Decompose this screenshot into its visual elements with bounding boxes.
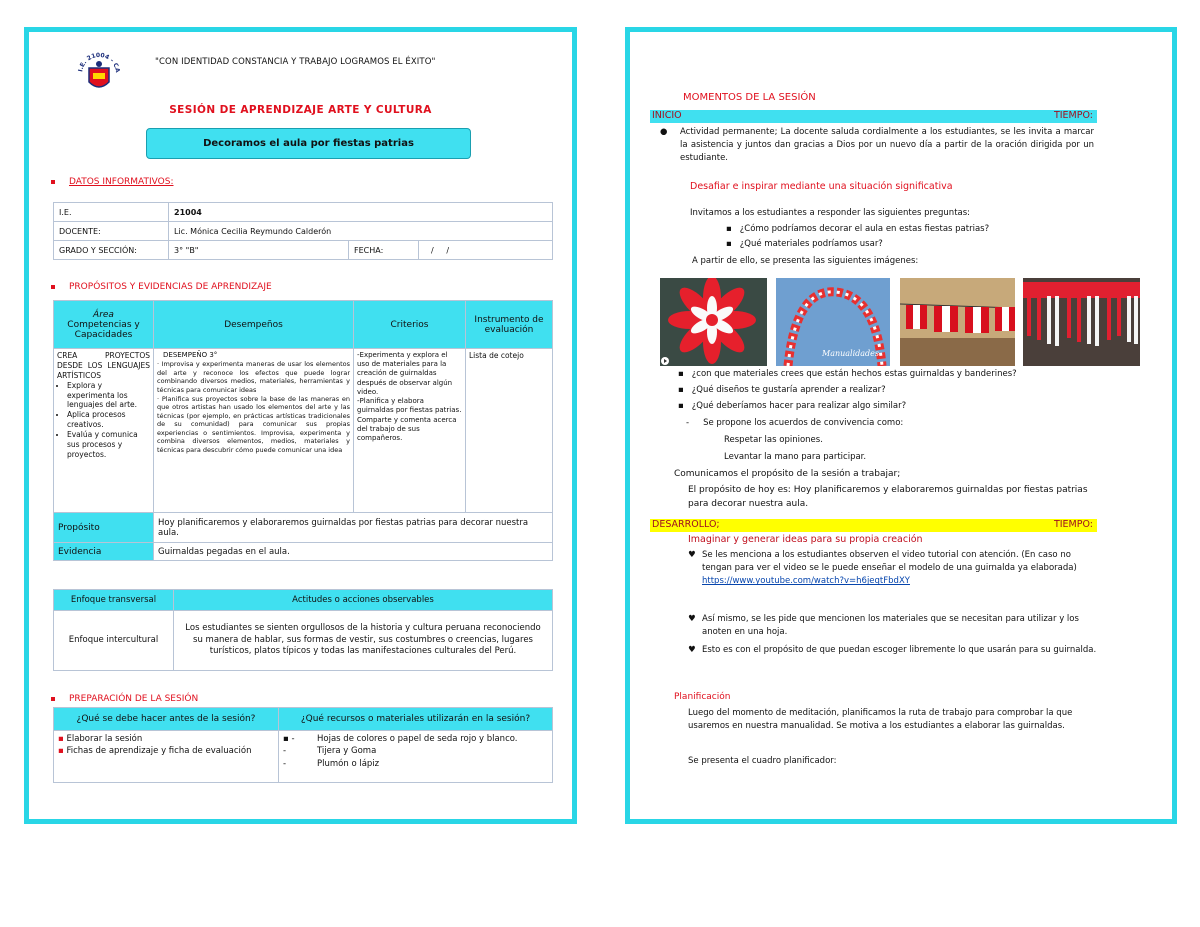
- left-page: [24, 27, 577, 824]
- enfoque-table: [53, 589, 553, 671]
- proposito-value: Hoy planificaremos y elaboraremos guirnaldas por fiestas patrias para decorar nuestra aula.: [154, 513, 553, 543]
- area-header: Área Competencias y Capacidades: [54, 301, 154, 349]
- materiales-header: ¿Qué recursos o materiales utilizarán en la sesión?: [279, 708, 553, 731]
- enfoque-name: Enfoque intercultural: [54, 611, 174, 671]
- pregunta2-item: ▪ ¿Qué deberíamos hacer para realizar algo similar?: [678, 401, 907, 411]
- actividad-item: [654, 126, 1094, 166]
- instrumento-value: Lista de cotejo: [466, 349, 553, 513]
- criterio-2: -Planifica y elabora guirnaldas por fiestas patrias.: [357, 397, 462, 415]
- tiempo-label: TIEMPO:: [1053, 519, 1093, 530]
- video-link[interactable]: https://www.youtube.com/watch?v=h6jeqtFbdXY: [702, 576, 910, 587]
- desempeno-1: · Improvisa y experimenta maneras de usar los elementos del arte y reconoce los efectos que puede lograr combinando diversos medios, materiales, herramientas y técnicas para comunicar ideas: [157, 360, 350, 394]
- school-logo: [74, 46, 124, 96]
- plan-text: Luego del momento de meditación, planificamos la ruta de trabajo para comprobar la que usaremos en nuestra manualidad. Se motiva a los estudiantes a elaborar las guirnaldas.: [688, 708, 1073, 732]
- material-item: - Plumón o lápiz: [283, 758, 380, 769]
- evidencia-value: Guirnaldas pegadas en el aula.: [154, 543, 553, 561]
- preparacion-heading: PREPARACIÓN DE LA SESIÓN: [51, 694, 198, 704]
- bullet-icon: [51, 180, 55, 184]
- heart-icon: ♥: [688, 550, 696, 560]
- photo-paper-flower: [660, 278, 767, 366]
- photo-flag-bunting: [900, 278, 1015, 366]
- competencia-text: CREA PROYECTOS DESDE LOS LENGUAJES ARTÍSTICOS: [57, 351, 150, 380]
- datos-table: [53, 202, 553, 260]
- desempeno-title: DESEMPEÑO 3°: [163, 351, 218, 359]
- dev-item: ♥ Se les menciona a los estudiantes observen el video tutorial con atención. (En caso no tengan para ver el video se le puede enseñar el modelo de una guirnalda ya elaborada) https://www.youtube.com/watch?v=h6jeqtFbdXY: [688, 549, 1098, 589]
- inicio-bar: [650, 110, 1097, 123]
- pregunta2-item: ▪ ¿con que materiales crees que están hechos estas guirnaldas y banderines?: [678, 369, 1017, 379]
- criterios-cell: [354, 349, 466, 513]
- datos-heading: DATOS INFORMATIVOS:: [51, 177, 174, 187]
- actitudes-header: Actitudes o acciones observables: [174, 590, 553, 611]
- desempenos-cell: [154, 349, 354, 513]
- apartir-text: A partir de ello, se presenta las siguientes imágenes:: [692, 256, 919, 266]
- evidencia-label: Evidencia: [54, 543, 154, 561]
- propositos-heading: PROPÓSITOS Y EVIDENCIAS DE APRENDIZAJE: [51, 282, 272, 292]
- desarrollo-label: DESARROLLO;: [652, 519, 720, 530]
- acuerdo-item: Respetar las opiniones.: [724, 435, 823, 445]
- docente-value: Lic. Mónica Cecilia Reymundo Calderón: [169, 222, 553, 241]
- acuerdo-item: Levantar la mano para participar.: [724, 452, 867, 462]
- photo-watermark: Manualidades: [822, 349, 880, 358]
- criterio-3: Comparte y comenta acerca del trabajo de sus compañeros.: [357, 415, 457, 443]
- acuerdos-intro: - Se propone los acuerdos de convivencia como:: [686, 418, 904, 428]
- comunicamos-text: Comunicamos el propósito de la sesión a trabajar;: [674, 469, 901, 479]
- pregunta-item: ▪ ¿Cómo podríamos decorar el aula en estas fiestas patrias?: [726, 224, 990, 234]
- fecha-label: FECHA:: [349, 241, 419, 260]
- docente-label: DOCENTE:: [54, 222, 169, 241]
- bullet-icon: [51, 285, 55, 289]
- enfoque-text: Los estudiantes se sienten orgullosos de la historia y cultura peruana reconociendo su manera de hablar, sus formas de vestir, sus costumbres o creencias, lugares turísticos, platos típicos y todas las manifestaciones culturales del Perú.: [174, 611, 553, 671]
- antes-item: ▪ Elaborar la sesión: [58, 734, 143, 744]
- proposito-text: El propósito de hoy es: Hoy planificaremos y elaboraremos guirnaldas por fiestas patrias para decorar nuestra aula.: [688, 485, 1088, 509]
- bullet-icon: [51, 697, 55, 701]
- antes-header: ¿Qué se debe hacer antes de la sesión?: [54, 708, 279, 731]
- propositos-table: [53, 300, 553, 561]
- material-item: ▪ - Hojas de colores o papel de seda rojo y blanco.: [283, 734, 518, 744]
- antes-item: ▪ Fichas de aprendizaje y ficha de evaluación: [58, 746, 252, 757]
- topic-title: Decoramos el aula por fiestas patrias: [203, 138, 414, 149]
- materiales-cell: [279, 731, 553, 783]
- pregunta2-item: ▪ ¿Qué diseños te gustaría aprender a realizar?: [678, 385, 886, 395]
- ie-value: 21004: [169, 203, 553, 222]
- desempenos-header: Desempeños: [154, 301, 354, 349]
- photo-fringe-garland: [1023, 278, 1140, 366]
- proposito-label: Propósito: [54, 513, 154, 543]
- topic-box: [146, 128, 471, 159]
- enfoque-header: Enfoque transversal: [54, 590, 174, 611]
- tiempo-label: TIEMPO:: [1053, 110, 1093, 121]
- actividad-text: Actividad permanente; La docente saluda cordialmente a los estudiantes, se les invita a marcar la asistencia y juntos dan gracias a Dios por un nuevo día a partir de la oración dirigida por un estudiante.: [680, 127, 1094, 164]
- desempeno-2: · Planifica sus proyectos sobre la base de las maneras en que otros artistas han usado los elementos del arte y las técnicas (por ejemplo, en prácticas artísticas tradicionales de su comunidad) para comunicar sus propias experiencias o sentimientos. Improvisa, experimenta y combina diversos elementos, medios, materiales y técnicas para descubrir cómo puede comunicar una idea: [157, 394, 350, 455]
- desarrollo-bar: [650, 519, 1097, 532]
- capacidad-item: • Evalúa y comunica sus procesos y proyectos.: [67, 430, 150, 460]
- criterios-header: Criterios: [354, 301, 466, 349]
- logo-text: I.E. 21004 - CA: [77, 51, 122, 74]
- competencia-cell: [54, 349, 154, 513]
- school-motto: "CON IDENTIDAD CONSTANCIA Y TRABAJO LOGRAMOS EL ÉXITO": [155, 57, 436, 67]
- capacidad-item: • Aplica procesos creativos.: [67, 410, 150, 430]
- criterio-1: -Experimenta y explora el uso de materiales para la creación de guirnaldas después de observar algún video.: [357, 351, 453, 396]
- cuadro-text: Se presenta el cuadro planificador:: [688, 756, 837, 766]
- session-title: SESIÓN DE APRENDIZAJE ARTE Y CULTURA: [169, 104, 432, 116]
- invitamos-text: Invitamos a los estudiantes a responder las siguientes preguntas:: [690, 208, 971, 218]
- bullet-icon: ●: [660, 127, 668, 137]
- preparacion-table: [53, 707, 553, 783]
- inicio-label: INICIO: [652, 110, 682, 121]
- pregunta-item: ▪ ¿Qué materiales podríamos usar?: [726, 239, 883, 249]
- antes-cell: [54, 731, 279, 783]
- ie-label: I.E.: [54, 203, 169, 222]
- instrumento-header: Instrumento de evaluación: [466, 301, 553, 349]
- imaginar-heading: Imaginar y generar ideas para su propia creación: [688, 534, 923, 545]
- capacidad-item: • Explora y experimenta los lenguajes del arte.: [67, 381, 150, 411]
- desafiar-heading: Desafiar e inspirar mediante una situación significativa: [690, 181, 953, 192]
- planificacion-heading: Planificación: [674, 692, 731, 702]
- fecha-value: / /: [419, 241, 553, 260]
- dev-item: ♥ Así mismo, se les pide que mencionen los materiales que se necesitan para utilizar y los anoten en una hoja.: [688, 613, 1098, 639]
- heart-icon: ♥: [688, 614, 696, 624]
- heart-icon: ♥: [688, 645, 696, 655]
- right-page: [625, 27, 1177, 824]
- momentos-heading: MOMENTOS DE LA SESIÓN: [683, 92, 816, 103]
- material-item: - Tijera y Goma: [283, 746, 377, 757]
- grado-label: GRADO Y SECCIÓN:: [54, 241, 169, 260]
- photo-garland-arch: [776, 278, 890, 366]
- grado-value: 3° "B": [169, 241, 349, 260]
- dev-item: ♥ Esto es con el propósito de que puedan escoger libremente lo que usarán para su guirnalda.: [688, 644, 1098, 657]
